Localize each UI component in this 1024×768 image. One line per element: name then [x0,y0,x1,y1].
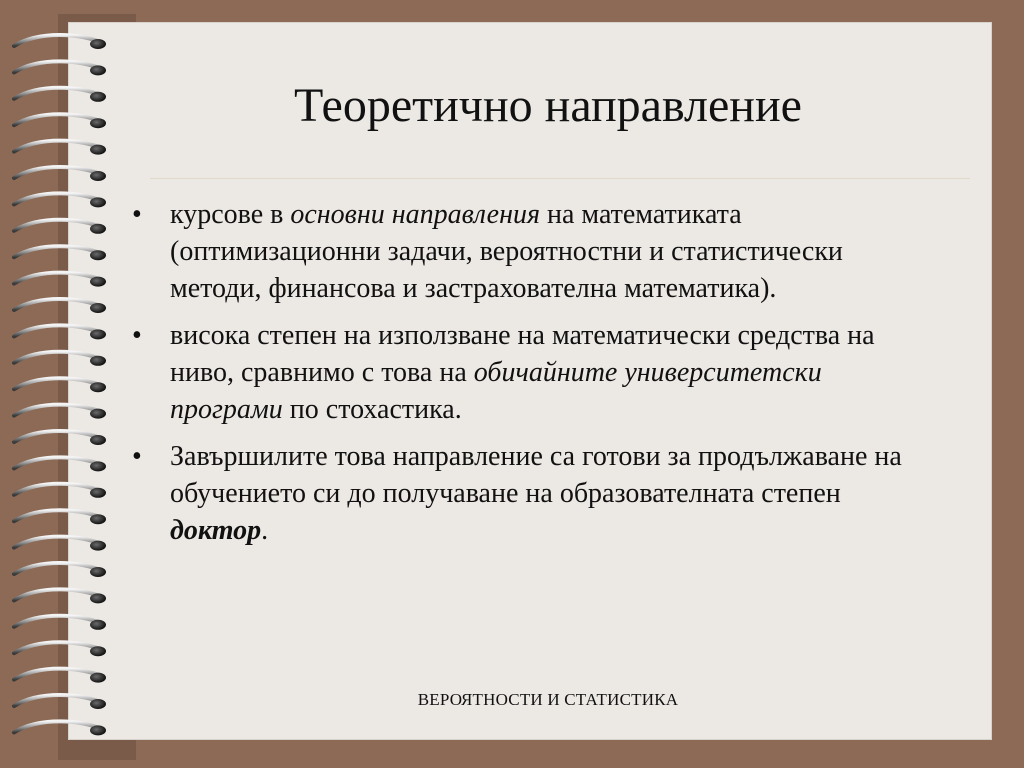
binding-hole [90,65,106,75]
bullet-text: . [261,515,269,546]
spiral-ring [14,35,100,46]
spiral-ring [14,61,100,72]
bullet-emphasis-bold: доктор [170,515,262,546]
binding-hole [90,250,106,260]
bullet-item-2 [128,317,928,428]
spiral-ring [14,193,100,204]
spiral-ring [14,378,100,389]
binding-hole [90,541,106,551]
spiral-ring [14,88,100,99]
binding-hole [90,725,106,735]
spiral-ring [14,325,100,336]
spiral-ring [14,273,100,284]
spiral-ring [14,114,100,125]
bullet-emphasis: основни направления [290,199,540,230]
spiral-ring [14,669,100,680]
spiral-ring [14,589,100,600]
bullet-text: курсове в [170,199,291,230]
spiral-ring [14,299,100,310]
binding-hole [90,92,106,102]
binding-hole [90,620,106,630]
spiral-ring [14,510,100,521]
binding-hole [90,39,106,49]
binding-hole [90,329,106,339]
binding-hole [90,277,106,287]
binding-hole [90,461,106,471]
bullet-text: по стохастика. [282,394,462,425]
spiral-ring [14,642,100,653]
spiral-binding-icon [0,22,120,740]
spiral-ring [14,220,100,231]
slide-title: Теоретично направление [294,79,802,132]
binding-hole [90,197,106,207]
bullet-list [128,196,928,559]
binding-hole [90,303,106,313]
bullet-marker: • [132,199,142,230]
spiral-ring [14,695,100,706]
spiral-ring [14,457,100,468]
bullet-marker: • [132,441,142,472]
binding-hole [90,673,106,683]
bullet-text: Завършилите това направление са готови за продължаване на обучението си до получаване на образователната степен [170,441,902,509]
spiral-ring [14,616,100,627]
spiral-ring [14,431,100,442]
bullet-text: на математиката (оптимизационни задачи, вероятностни и статистически методи, финансова и застрахователна математика). [170,199,843,304]
binding-hole [90,567,106,577]
binding-hole [90,699,106,709]
binding-hole [90,435,106,445]
slide-footer: ВЕРОЯТНОСТИ И СТАТИСТИКА [417,690,679,709]
binding-hole [90,382,106,392]
spiral-ring [14,246,100,257]
spiral-ring [14,563,100,574]
binding-hole [90,514,106,524]
spiral-ring [14,352,100,363]
spiral-ring [14,141,100,152]
binding-hole [90,488,106,498]
binding-hole [90,118,106,128]
bullet-item-1 [128,196,928,307]
binding-hole [90,171,106,181]
bullet-item-3 [128,438,928,549]
binding-hole [90,646,106,656]
bullet-text: висока степен на използване на математически средства на ниво, сравнимо с това на [170,320,875,388]
spiral-ring [14,721,100,732]
bullet-marker: • [132,320,142,351]
binding-hole [90,409,106,419]
spiral-ring [14,484,100,495]
binding-hole [90,145,106,155]
title-divider [150,178,970,179]
binding-hole [90,356,106,366]
binding-hole [90,224,106,234]
spiral-ring [14,167,100,178]
spiral-ring [14,405,100,416]
spiral-ring [14,537,100,548]
bullet-emphasis: обичайните университетски програми [170,357,822,425]
binding-hole [90,593,106,603]
